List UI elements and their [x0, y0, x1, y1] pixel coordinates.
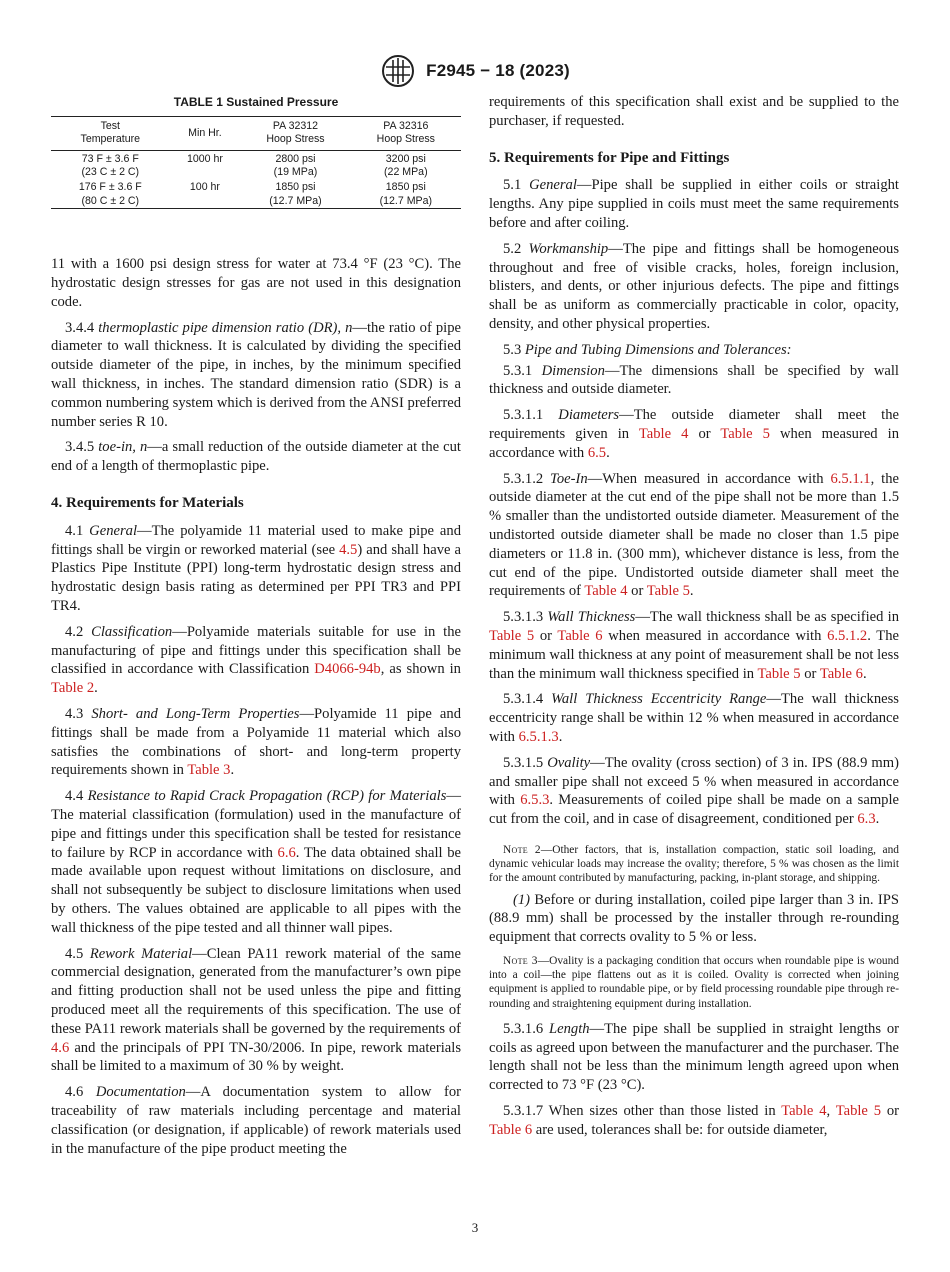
ref-table-3-link[interactable]: Table 3: [187, 762, 231, 779]
paragraph-5-3-1-4: 5.3.1.4 Wall Thickness Eccentricity Range—The wall thickness eccentricity range shall be within 12 % when measured in accordance with 6.5.1.3.: [489, 691, 899, 745]
ref-d4066-link[interactable]: D4066-94b: [314, 661, 381, 678]
ref-table-4-link[interactable]: Table 4: [638, 425, 689, 442]
ref-table-6-link[interactable]: Table 6: [557, 627, 603, 644]
header-test-temperature: Test Temperature: [80, 119, 141, 146]
paragraph-3-4-5: 3.4.5 toe-in, n—a small reduction of the outside diameter at the cut end of a length of thermoplastic pipe.: [51, 439, 461, 475]
designation-title: F2945 − 18 (2023): [426, 61, 570, 80]
table-cell: 2800 psi (19 MPa): [273, 152, 318, 179]
ref-table-5-link[interactable]: Table 5: [720, 425, 770, 442]
paragraph-5-3-1: 5.3.1 Dimension—The dimensions shall be specified by wall thickness and outside diameter.: [489, 362, 899, 398]
table-cell: 1850 psi (12.7 MPa): [269, 181, 322, 207]
paragraph-3-4-4: 3.4.4 thermoplastic pipe dimension ratio (DR), n—the ratio of pipe diameter to wall thickness. It is calculated by dividing the specified outside diameter of the pipe, in inches, by the minimum specified wall thickness, in inches. The standard dimension ratio (SDR) is a common numbering system which is derived from the ANSI preferred number series R 10.: [51, 319, 461, 430]
table-cell: 73 F ± 3.6 F (23 C ± 2 C): [81, 152, 140, 179]
ref-table-5-link[interactable]: Table 5: [489, 627, 535, 644]
right-column: [489, 93, 899, 1146]
paragraph-5-3-1-6: 5.3.1.6 Length—The pipe shall be supplied in straight lengths or coils as agreed upon between the manufacturer and the purchaser. The length shall not be less than the minimum length agreed upon when corrected to 73 °F (23 °C).: [489, 1020, 900, 1094]
paragraph-5-3-1-2: 5.3.1.2 Toe-In—When measured in accordance with 6.5.1.1, the outside diameter at the cut end of the pipe shall not be more than 1.5 % smaller than the undistorted outside diameter. Measurement of the undistorted outside diameter shall be made no closer than 1.5 pipe diameters or 11.8 in. (300 mm), whichever distance is less, from the cut end of the pipe. Undistorted outside diameter shall meet the requirements of Table 4 or Table 5.: [489, 470, 899, 600]
section-5-heading: 5. Requirements for Pipe and Fittings: [489, 149, 730, 166]
section-4-heading: 4. Requirements for Materials: [51, 495, 244, 511]
paragraph-continued: requirements of this specification shall exist and be supplied to the purchaser, if requested.: [489, 94, 899, 129]
left-column: [51, 93, 461, 1165]
paragraph-5-2: 5.2 Workmanship—The pipe and fittings shall be homogeneous throughout and free of visible cracks, holes, foreign inclusion, blisters, and dents, or other injurious defects. The pipe and fittings shall be as uniform as commercially practicable in color, opacity, density, and other physical properties.: [489, 240, 899, 332]
header-pa32312: PA 32312 Hoop Stress: [266, 119, 325, 146]
paragraph-4-6: 4.6 Documentation—A documentation system to allow for traceability of raw materials including percentage and material classification (or designation, if applicable) of rework materials used in the manufacture of the pipe product meeting the: [51, 1084, 461, 1157]
page-number: 3: [471, 1220, 479, 1235]
table-cell: 1850 psi (12.7 MPa): [379, 181, 433, 207]
paragraph-continued: 11 with a 1600 psi design stress for water at 73.4 °F (23 °C). The hydrostatic design stresses for gas are not used in this designation code.: [51, 256, 461, 310]
astm-logo-icon: [380, 54, 416, 88]
sustained-pressure-table: [51, 116, 461, 209]
ref-table-6-link[interactable]: Table 6: [819, 665, 863, 682]
paragraph-5-3: 5.3 Pipe and Tubing Dimensions and Tolerances:: [503, 341, 792, 358]
header-pa32316: PA 32316 Hoop Stress: [376, 119, 435, 146]
ref-6-6-link[interactable]: 6.6: [277, 844, 296, 861]
ref-6-5-link[interactable]: 6.5: [587, 444, 607, 461]
table-cell: 176 F ± 3.6 F (80 C ± 2 C): [78, 181, 142, 207]
ref-table-4-link[interactable]: Table 4: [781, 1102, 827, 1119]
table-cell: 100 hr: [189, 181, 220, 194]
note-2: Note 2—Other factors, that is, installation compaction, static soil loading, and dynamic vehicular loads may increase the ovality; therefore, 5 % was chosen as the limit for the amount contributed by manufacturing, packing, in-plant storage, and shipping.: [489, 843, 899, 885]
ref-6-5-1-1-link[interactable]: 6.5.1.1: [830, 470, 871, 487]
paragraph-4-3: 4.3 Short- and Long-Term Properties—Polyamide 11 pipe and fittings shall be made from a Polyamide 11 material which also satisfies the combinations of short- and long-term property requirements shown in Table 3.: [51, 705, 462, 779]
ref-6-5-1-2-link[interactable]: 6.5.1.2: [827, 627, 868, 644]
table-cell: 3200 psi (22 MPa): [384, 152, 428, 179]
paragraph-5-3-1-3: 5.3.1.3 Wall Thickness—The wall thickness shall be as specified in Table 5 or Table 6 when measured in accordance with 6.5.1.2. The minimum wall thickness at any point of measurement shall be not less than the minimum wall thickness specified in Table 5 or Table 6.: [489, 609, 899, 682]
table-header-row: [51, 116, 461, 150]
ref-6-3-link[interactable]: 6.3: [857, 811, 876, 828]
paragraph-4-2: 4.2 Classification—Polyamide materials suitable for use in the manufacturing of pipe and fittings under this specification shall be classified in accordance with Classification D4066-94b, as shown in Table 2.: [51, 623, 462, 697]
paragraph-5-3-1-5: 5.3.1.5 Ovality—The ovality (cross section) of 3 in. IPS (88.9 mm) and smaller pipe shall not exceed 5 % when measured in accordance with 6.5.3. Measurements of coiled pipe shall be made on a sample cut from the coil, and in case of disagreement, conditioned per 6.3.: [489, 754, 899, 828]
table-1-title: TABLE 1 Sustained Pressure: [173, 95, 339, 109]
list-item-1: (1) Before or during installation, coiled pipe larger than 3 in. IPS (88.9 mm) shall be processed by the installer through re-rounding equipment that corrects ovality to 5 % or less.: [489, 891, 899, 946]
paragraph-5-1: 5.1 General—Pipe shall be supplied in either coils or straight lengths. Any pipe supplied in coils must meet the same requirements before and after coiling.: [489, 177, 899, 231]
ref-4-5-link[interactable]: 4.5: [339, 541, 358, 558]
table-cell: 1000 hr: [186, 152, 223, 165]
ref-table-6-link[interactable]: Table 6: [489, 1121, 533, 1138]
ref-table-4-link[interactable]: Table 4: [584, 583, 628, 600]
ref-table-5-link[interactable]: Table 5: [835, 1102, 882, 1119]
ref-table-5-link[interactable]: Table 5: [757, 665, 801, 682]
page-header: [0, 54, 950, 88]
ref-6-5-3-link[interactable]: 6.5.3: [520, 792, 550, 809]
ref-table-5-link[interactable]: Table 5: [646, 583, 690, 600]
paragraph-4-4: 4.4 Resistance to Rapid Crack Propagation (RCP) for Materials—The material classification (formulation) used in the manufacture of pipe and fittings under this specification shall be tested for resistance to failure by RCP in accordance with 6.6. The data obtained shall be made available upon request without limitations on disclosure, and shall not subsequently be subject to disclosure limitations when used by others. The values obtained are applicable to all pipes with the wall thickness of the pipe tested and all thinner wall pipes.: [51, 788, 461, 936]
ref-table-2-link[interactable]: Table 2: [51, 680, 95, 697]
header-min-hr: Min Hr.: [188, 126, 222, 139]
ref-4-6-link[interactable]: 4.6: [51, 1039, 70, 1056]
paragraph-4-5: 4.5 Rework Material—Clean PA11 rework material of the same commercial designation, generated from the manufacturer’s own pipe and fitting production shall not be used unless the pipe and fitting produced meet all the requirements of this specification. The use of these PA11 rework materials shall be governed by the requirements of 4.6 and the principals of PPI TN-30/2006. In pipe, rework materials shall be limited to a maximum of 30 % by weight.: [51, 945, 461, 1075]
paragraph-4-1: 4.1 General—The polyamide 11 material used to make pipe and fittings shall be virgin or reworked material (see 4.5) and shall have a Plastics Pipe Institute (PPI) long-term hydrostatic design stress and hydrostatic design basis rating as determined per PPI TR3 and PPI TR4.: [51, 522, 462, 614]
paragraph-5-3-1-7: 5.3.1.7 When sizes other than those listed in Table 4, Table 5 or Table 6 are used, tolerances shall be: for outside diameter,: [489, 1102, 899, 1138]
paragraph-5-3-1-1: 5.3.1.1 Diameters—The outside diameter shall meet the requirements given in Table 4 or Table 5 when measured in accordance with 6.5.: [489, 407, 900, 461]
ref-6-5-1-3-link[interactable]: 6.5.1.3: [518, 728, 559, 745]
table-row: [51, 150, 461, 179]
note-3: Note 3—Ovality is a packaging condition that occurs when roundable pipe is wound into a coil—the pipe flattens out as it is coiled. Ovality is corrected when joining equipment is applied to roundable pipe, or by field processing roundable pipe through re-rounding and straightening equipment during installation.: [489, 954, 899, 1010]
table-row: [51, 179, 461, 208]
